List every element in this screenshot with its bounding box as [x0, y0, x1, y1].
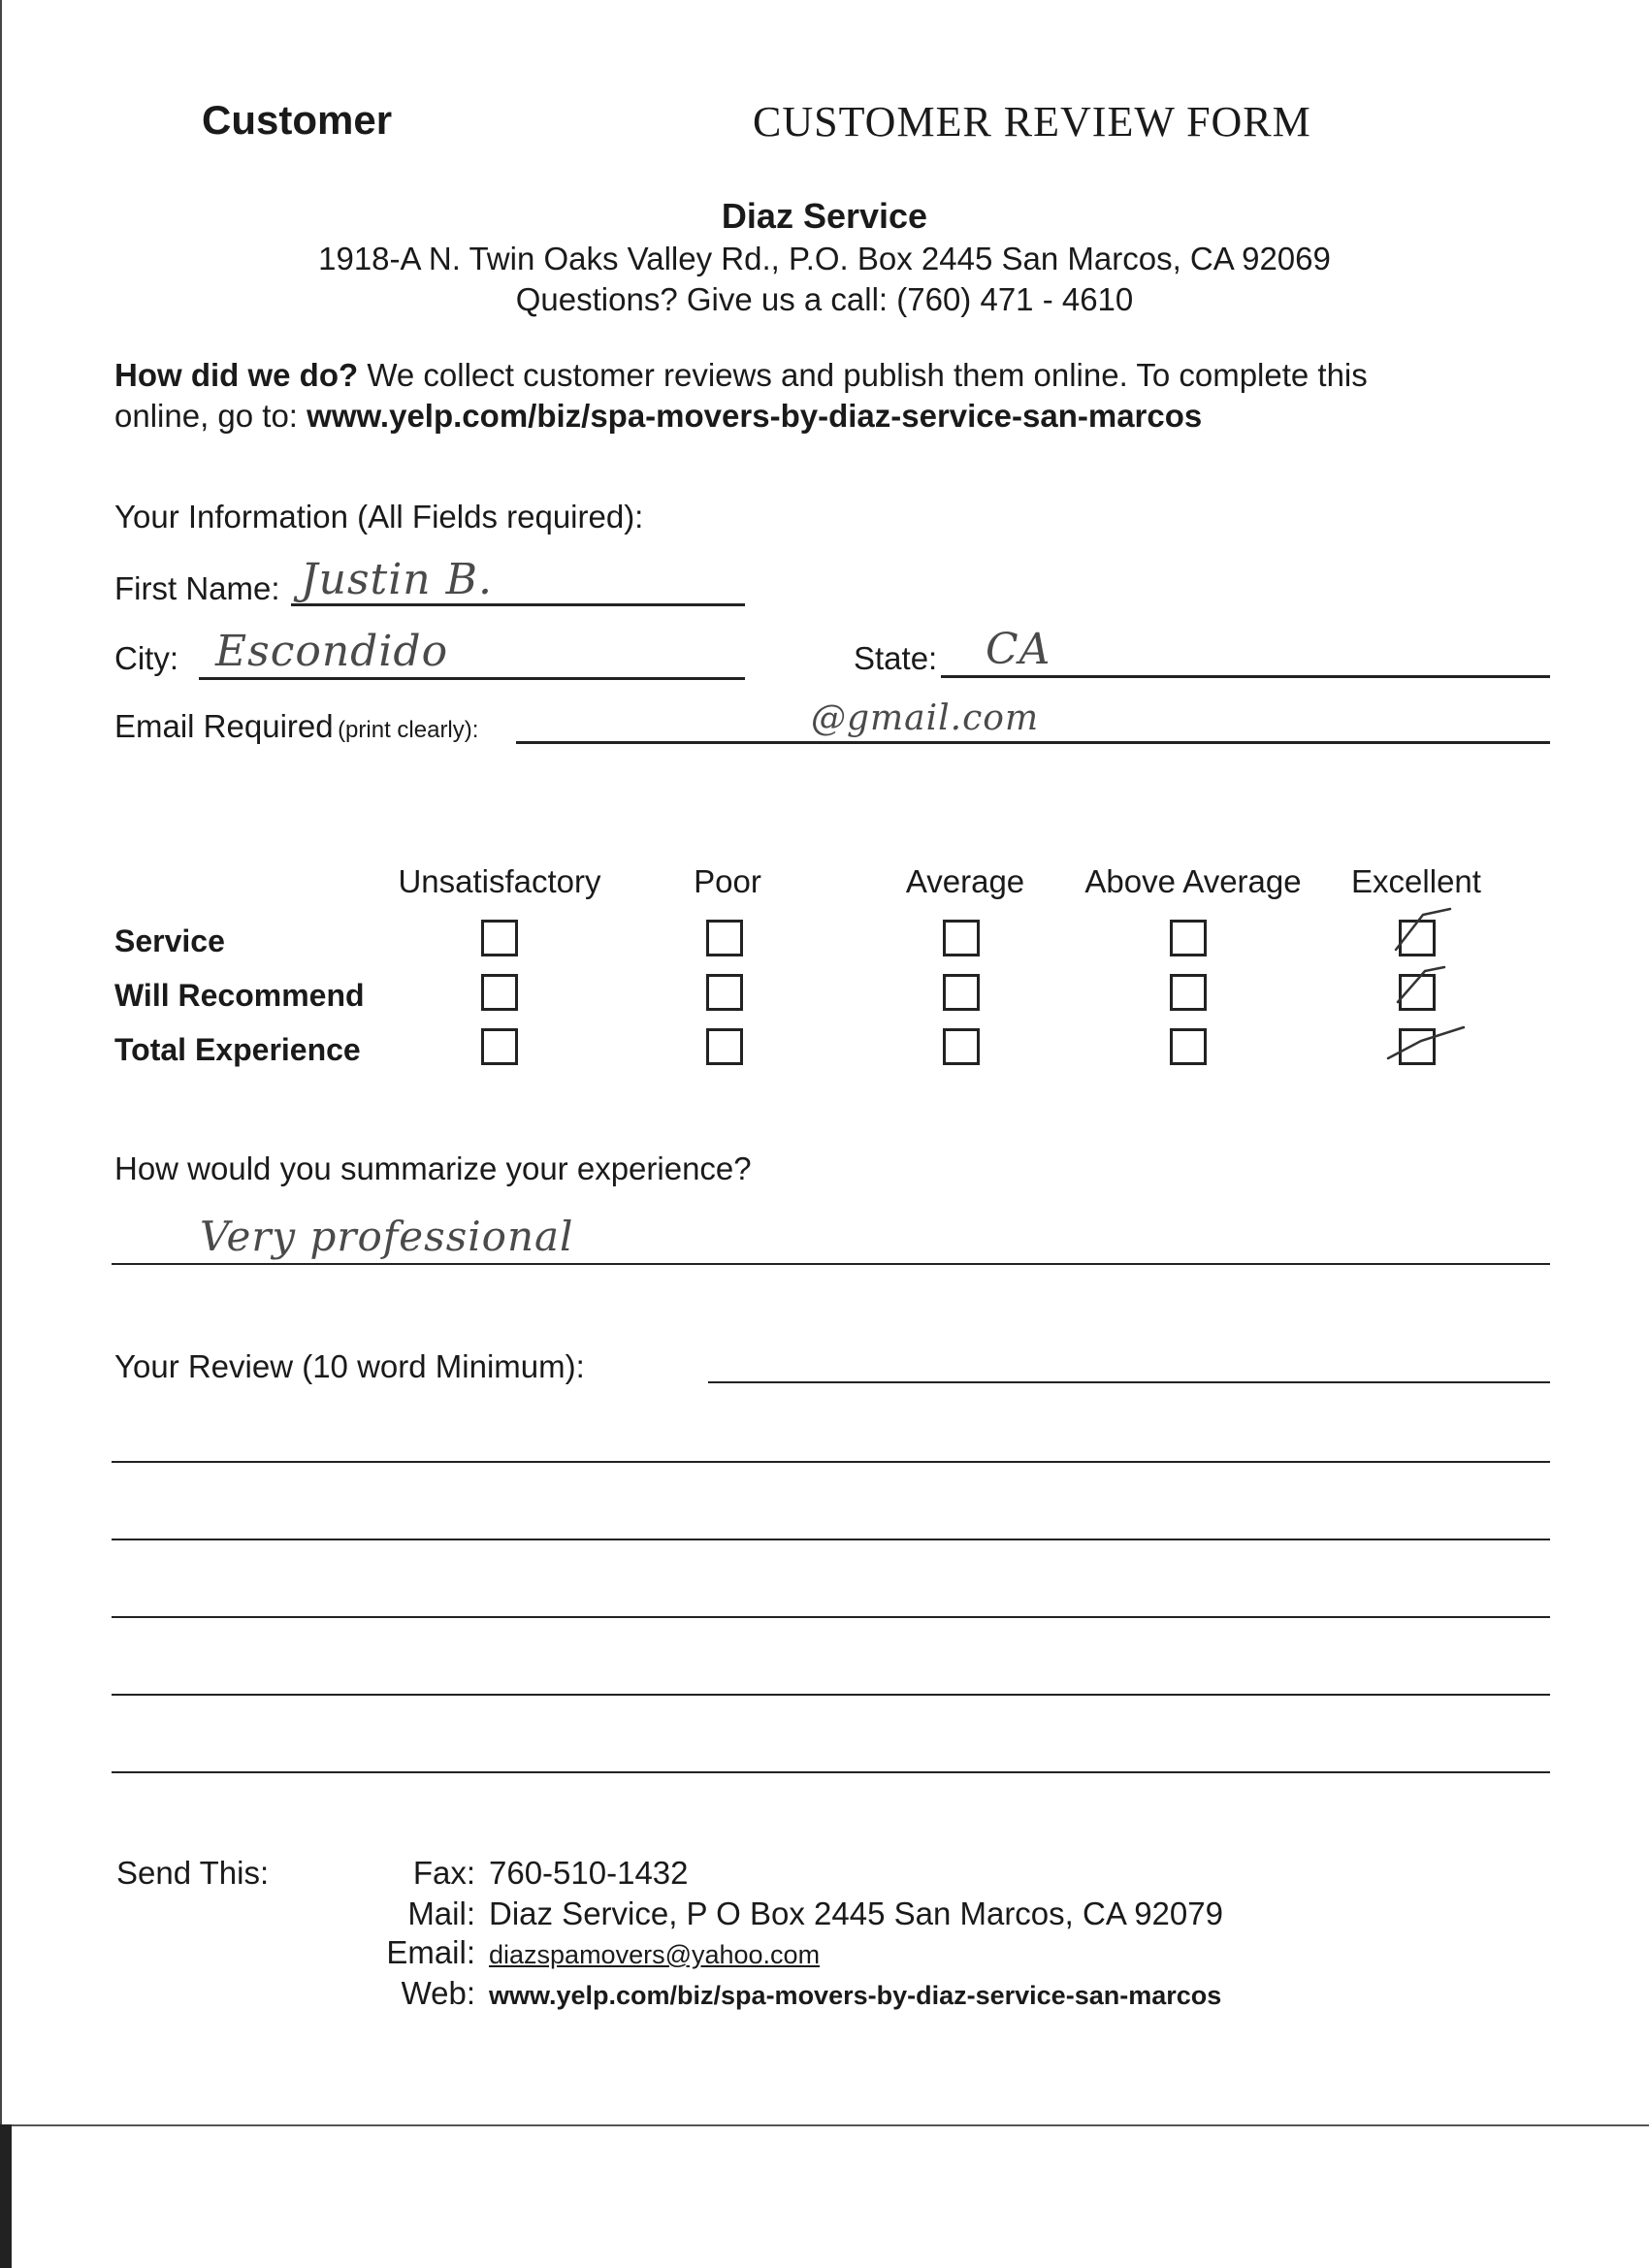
mail-label: Mail:: [407, 1895, 475, 1931]
checkbox-total-average[interactable]: [943, 1028, 980, 1065]
checkbox-service-average[interactable]: [943, 920, 980, 956]
review-line-2: [112, 1461, 1550, 1463]
info-heading: Your Information (All Fields required):: [114, 499, 644, 535]
email-line: [516, 741, 1550, 744]
scan-left-edge: [0, 0, 2, 2124]
review-line-6: [112, 1771, 1550, 1773]
column-header-excellent: Excellent: [1351, 863, 1481, 899]
checkbox-service-poor[interactable]: [706, 920, 743, 956]
checkbox-total-above-average[interactable]: [1170, 1028, 1207, 1065]
review-label: Your Review (10 word Minimum):: [114, 1348, 585, 1384]
fax-label: Fax:: [412, 1855, 475, 1891]
checkbox-service-unsatisfactory[interactable]: [481, 920, 518, 956]
column-header-unsatisfactory: Unsatisfactory: [398, 863, 601, 899]
email-contact-label: Email:: [386, 1934, 475, 1970]
form-title: CUSTOMER REVIEW FORM: [753, 98, 1311, 146]
column-header-above-average: Above Average: [1084, 863, 1302, 899]
check-mark-icon: [1394, 959, 1452, 1018]
check-mark-icon: [1394, 905, 1452, 963]
company-address: 1918-A N. Twin Oaks Valley Rd., P.O. Box 2445 San Marcos, CA 92069: [318, 241, 1331, 276]
review-line-1: [708, 1381, 1550, 1383]
email-label-row: [114, 708, 478, 745]
row-label-service: Service: [114, 923, 225, 958]
email-contact-link[interactable]: diazspamovers@yahoo.com: [489, 1940, 821, 1969]
checkbox-total-unsatisfactory[interactable]: [481, 1028, 518, 1065]
review-line-5: [112, 1694, 1550, 1696]
column-header-average: Average: [905, 863, 1025, 899]
city-label: City:: [114, 640, 178, 676]
city-field[interactable]: Escondido: [215, 627, 449, 676]
intro-text: We collect customer reviews and publish them online. To complete this: [358, 357, 1368, 393]
mail-value: Diaz Service, P O Box 2445 San Marcos, CA 92079: [489, 1895, 1223, 1931]
company-phone: Questions? Give us a call: (760) 471 - 4610: [515, 281, 1134, 317]
intro-line-2: [114, 398, 1202, 435]
checkbox-recommend-average[interactable]: [943, 974, 980, 1011]
intro-lead: How did we do?: [114, 357, 359, 393]
row-label-will-recommend: Will Recommend: [114, 978, 365, 1013]
checkbox-total-excellent[interactable]: [1399, 1028, 1436, 1065]
scan-bottom-edge: [0, 2124, 1649, 2126]
checkbox-recommend-poor[interactable]: [706, 974, 743, 1011]
web-label: Web:: [401, 1975, 475, 2011]
check-mark-icon: [1394, 1014, 1452, 1072]
intro-line-1: [114, 357, 1368, 394]
row-label-total-experience: Total Experience: [114, 1032, 361, 1067]
scan-corner-mark: [0, 2124, 12, 2268]
state-line: [941, 675, 1550, 678]
first-name-label: First Name:: [114, 570, 280, 606]
web-link[interactable]: www.yelp.com/biz/spa-movers-by-diaz-service-san-marcos: [489, 1981, 1222, 2010]
email-note: (print clearly):: [338, 717, 479, 743]
checkbox-recommend-above-average[interactable]: [1170, 974, 1207, 1011]
email-field[interactable]: @gmail.com: [811, 698, 1040, 738]
review-line-3: [112, 1539, 1550, 1540]
checkbox-total-poor[interactable]: [706, 1028, 743, 1065]
column-header-poor: Poor: [694, 863, 761, 899]
intro-prefix: online, go to:: [114, 398, 307, 434]
first-name-field[interactable]: Justin B.: [301, 555, 493, 604]
checkbox-recommend-unsatisfactory[interactable]: [481, 974, 518, 1011]
state-field[interactable]: CA: [986, 625, 1051, 674]
intro-url[interactable]: www.yelp.com/biz/spa-movers-by-diaz-service-san-marcos: [307, 398, 1203, 434]
send-label: Send This:: [116, 1855, 270, 1891]
review-line-4: [112, 1616, 1550, 1618]
checkbox-service-excellent[interactable]: [1399, 920, 1436, 956]
email-label: Email Required: [114, 708, 334, 744]
summary-question: How would you summarize your experience?: [114, 1150, 752, 1186]
summary-line: [112, 1263, 1550, 1265]
company-name: Diaz Service: [721, 196, 928, 236]
checkbox-recommend-excellent[interactable]: [1399, 974, 1436, 1011]
state-label: State:: [854, 640, 938, 676]
customer-corner-label: Customer: [202, 97, 393, 143]
city-line: [199, 677, 745, 680]
checkbox-service-above-average[interactable]: [1170, 920, 1207, 956]
fax-value: 760-510-1432: [489, 1855, 689, 1891]
summary-answer[interactable]: Very professional: [200, 1213, 574, 1260]
